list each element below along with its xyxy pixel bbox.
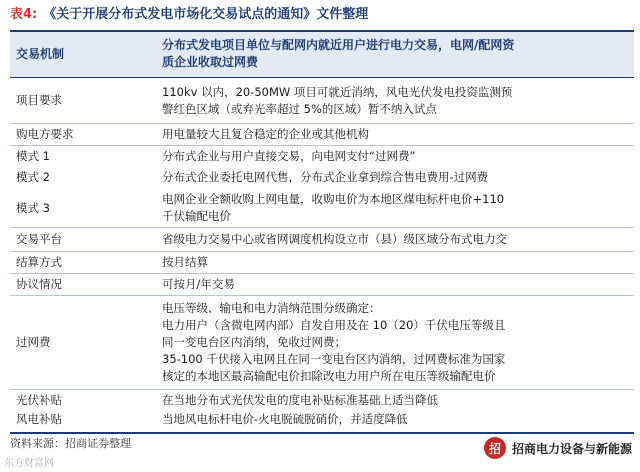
row-label: 交易平台 — [16, 232, 62, 246]
row-label: 模式 3 — [16, 201, 50, 215]
row-text: 千伏输配电价 — [162, 209, 231, 223]
table-title — [10, 3, 368, 27]
table-row — [10, 124, 634, 146]
table-row — [10, 252, 634, 274]
header-col-desc-line-1: 分布式发电项目单位与配网内就近用户进行电力交易，电网/配网资 — [162, 38, 515, 52]
row-label: 风电补贴 — [16, 412, 62, 426]
row-label: 协议情况 — [16, 277, 62, 291]
table-title-text: 《关于开展分布式发电市场化交易试点的通知》文件整理 — [43, 7, 369, 22]
row-text: 按月结算 — [162, 255, 208, 269]
row-text: 在当地分布式光伏发电的度电补贴标准基础上适当降低 — [162, 393, 438, 407]
row-label: 项目要求 — [16, 93, 62, 107]
row-label: 光伏补贴 — [16, 393, 62, 407]
row-text: 核定的本地区最高输配电价扣除改电力用户所在电压等级输配电价 — [162, 369, 496, 383]
row-label: 模式 2 — [16, 170, 50, 184]
row-text: 35-100 千伏接入电网且在同一变电台区内消纳，过网费标准为国家 — [162, 352, 506, 366]
row-text: 电压等级、输电和电力消纳范围分级确定： — [162, 301, 381, 315]
table-row — [10, 228, 634, 252]
row-text: 电力用户（含微电网内部）自发自用及在 10（20）千伏电压等级且 — [162, 318, 506, 332]
row-label: 结算方式 — [16, 255, 62, 269]
table-number-label: 表4: — [10, 7, 38, 22]
table-row — [10, 167, 634, 188]
source-note: 资料来源：招商证券整理 — [10, 437, 131, 450]
row-label: 购电方要求 — [16, 127, 74, 141]
row-text: 当地风电标杆电价-火电脱硫脱硝价，并适度降低 — [162, 412, 408, 426]
row-text: 省级电力交易中心或省网调度机构设立市（县）级区域分布式电力交 — [162, 232, 507, 246]
header-col-desc-line-2: 质企业收取过网费 — [162, 55, 259, 69]
policy-table — [10, 30, 634, 434]
row-text: 电网企业全额收购上网电量，收购电价为本地区煤电标杆电价+110 — [162, 192, 505, 206]
row-text: 用电量较大且复合稳定的企业或其他机构 — [162, 127, 369, 141]
row-text: 110kv 以内，20-50MW 项目可就近消纳，风电光伏发电投资监测预 — [162, 85, 513, 99]
table-row — [10, 274, 634, 296]
table-row — [10, 410, 634, 430]
table-row — [10, 188, 634, 228]
brand-name: 招商电力设备与新能源 — [511, 441, 632, 456]
row-text: 可按月/年交易 — [162, 277, 235, 291]
table-row — [10, 390, 634, 410]
watermark-text: 东方财富网 — [4, 458, 54, 469]
row-text: 分布式企业与用户直接交易，向电网支付“过网费” — [162, 149, 416, 163]
brand-logo — [484, 437, 632, 459]
brand-badge-icon: 招 — [484, 437, 506, 459]
header-col-mechanism: 交易机制 — [16, 47, 65, 61]
row-text: 警红色区域（或弃光率超过 5%的区域）暂不纳入试点 — [162, 102, 437, 116]
row-label: 过网费 — [16, 335, 51, 349]
row-text: 分布式企业委托电网代售，分布式企业拿到综合售电费用-过网费 — [162, 170, 489, 184]
table-row — [10, 296, 634, 390]
table-row — [10, 146, 634, 167]
row-label: 模式 1 — [16, 149, 50, 163]
table-row — [10, 78, 634, 124]
table-header-row — [10, 32, 634, 78]
row-text: 同一变电台区内消纳，免收过网费； — [162, 335, 346, 349]
